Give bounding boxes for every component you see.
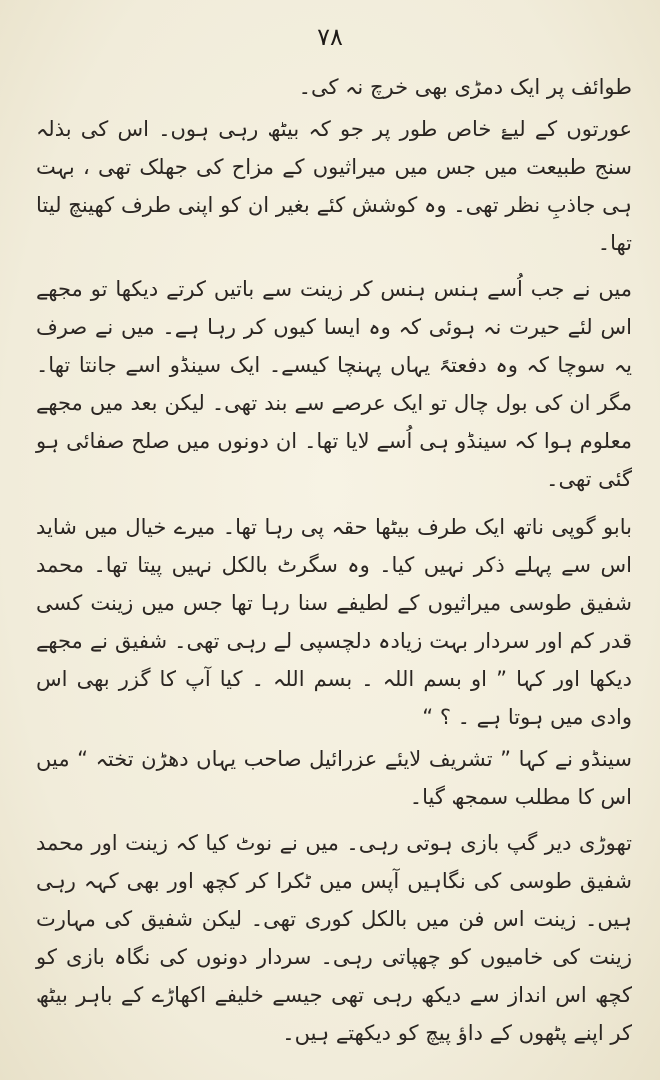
page-number: ٧٨ (317, 23, 343, 51)
paragraph-5: سینڈو نے کہا ” تشریف لایئے عزرائیل صاحب یہاں دھڑن تختہ “ میں اس کا مطلب سمجھ گیا۔ (36, 747, 632, 809)
paragraph-1: طوائف پر ایک دمڑی بھی خرچ نہ کی۔ (298, 75, 632, 99)
urdu-text-body (36, 68, 632, 1052)
paragraph-4: بابو گوپی ناتھ ایک طرف بیٹھا حقہ پی رہا تھا۔ میرے خیال میں شاید اس سے پہلے ذکر نہیں کیا۔ وہ سگرٹ بالکل نہیں پیتا تھا۔ محمد شفیق طوسی میراثیوں کے لطیفے سنا رہا تھا جس میں زینت کسی قدر کم اور سردار بہت زیادہ دلچسپی لے رہی تھی۔ شفیق نے مجھے دیکھا اور کہا ” او بسم اللہ ۔ بسم اللہ ۔ کیا آپ کا گزر بھی اس وادی میں ہوتا ہے ۔ ؟ “ (36, 515, 632, 729)
paragraph-2: عورتوں کے لیۓ خاص طور پر جو کہ بیٹھ رہی ہوں۔ اس کی بذلہ سنج طبیعت میں جس میں میراثیوں کے مزاح کی جھلک تھی ، بہت ہی جاذبِ نظر تھی۔ وہ کوشش کئے بغیر ان کو اپنی طرف کھینچ لیتا تھا۔ (36, 117, 632, 255)
paragraph-6: تھوڑی دیر گپ بازی ہوتی رہی۔ میں نے نوٹ کیا کہ زینت اور محمد شفیق طوسی کی نگاہیں آپس میں ٹکرا کر کچھ اور بھی کہہ رہی ہیں۔ زینت اس فن میں بالکل کوری تھی۔ لیکن شفیق کی مہارت زینت کی خامیوں کو چھپاتی رہی۔ سردار دونوں کی نگاہ بازی کو کچھ اس انداز سے دیکھ رہی تھی جیسے خلیفے اکھاڑے کے باہر بیٹھ کر اپنے پٹھوں کے داؤ پیچ کو دیکھتے ہیں۔ (36, 831, 632, 1045)
paragraph-3: میں نے جب اُسے ہنس ہنس کر زینت سے باتیں کرتے دیکھا تو مجھے اس لئے حیرت نہ ہوئی کہ وہ ایسا کیوں کر رہا ہے۔ میں نے صرف یہ سوچا کہ وہ دفعتہً یہاں پہنچا کیسے۔ ایک سینڈو اسے جانتا تھا۔ مگر ان کی بول چال تو ایک عرصے سے بند تھی۔ لیکن بعد میں مجھے معلوم ہوا کہ سینڈو ہی اُسے لایا تھا۔ ان دونوں میں صلح صفائی ہو گئی تھی۔ (36, 277, 632, 491)
